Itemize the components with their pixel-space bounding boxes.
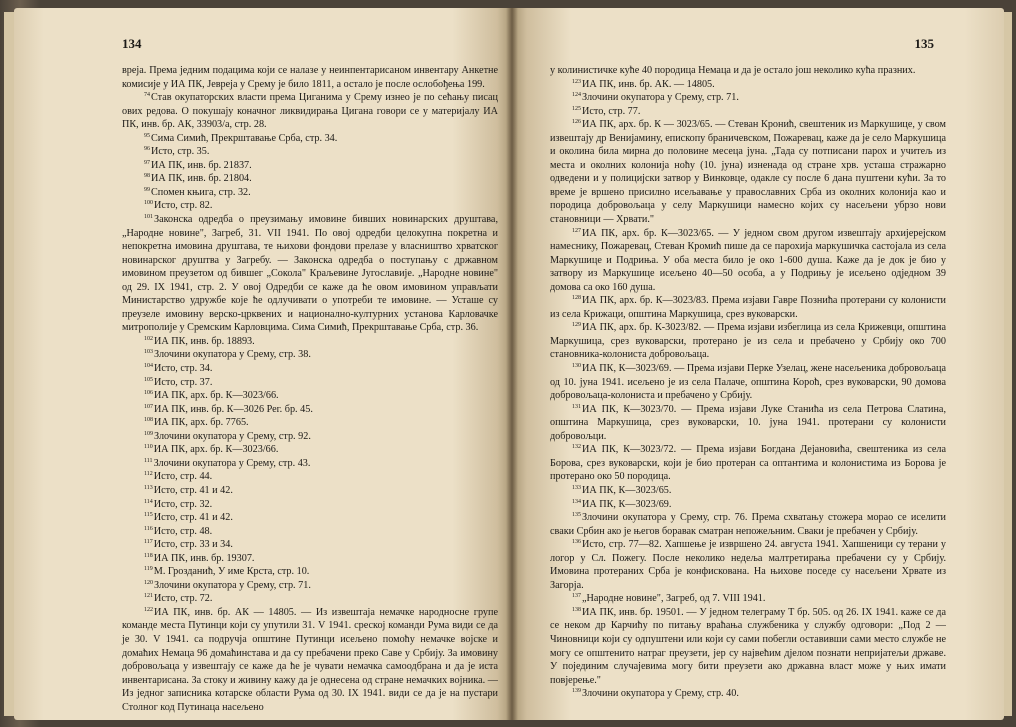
footnote: [122, 565, 498, 579]
footnote-text: Исто, стр. 41 и 42.: [153, 484, 233, 496]
footnote-text: Исто, стр. 33 и 34.: [153, 539, 233, 551]
footnote: [122, 145, 498, 159]
footnote-number: 102: [144, 335, 153, 342]
footnote-number: 111: [144, 457, 153, 464]
footnote-number: 110: [144, 444, 153, 451]
footnote: [122, 159, 498, 173]
footnote-number: 74: [144, 92, 150, 99]
footnote-number: 120: [144, 579, 153, 586]
footnote-number: 97: [144, 159, 150, 166]
footnote-text: ИА ПК, инв. бр. 21804.: [151, 173, 252, 185]
footnote-number: 103: [144, 349, 153, 356]
footnote-number: 139: [572, 688, 581, 695]
footnote-text: Злочини окупатора у Срему, стр. 71.: [582, 92, 739, 104]
footnote: [122, 579, 498, 593]
footnote: [122, 416, 498, 430]
footnote-text: ИА ПК, инв. бр. 19501. — У једном телеграму Т бр. 505. од 26. IX 1941. каже се да се неком др Карчићу по питању враћања службеника у службу одговори: „Под 2 — Чиновници који су одпуштени или који су сами побегли оставивши сами место службе не могу се општенито натраг преузети, јер су највећим дјелом познати непријатељи државе. У појединим случајевима могу бити преузети ако државна власт може у њих имати повјерење.": [550, 606, 946, 686]
footnote-number: 101: [144, 214, 153, 221]
footnote-text: ИА ПК, К—3023/69.: [582, 498, 672, 510]
footnote-text: Исто, стр. 34.: [154, 363, 213, 375]
footnote: [550, 78, 946, 92]
footnote-text: ИА ПК, арх. бр. К-3023/82. — Према изјави избеглица из села Крижевци, општина Маркушица, срез вуковарски, протерано је из села и пребачено у Србију око 700 становника-колониста добровољаца.: [550, 322, 946, 361]
footnote-text: Исто, стр. 48.: [153, 525, 213, 537]
footnote-text: ИА ПК, арх. бр. 7765.: [154, 417, 249, 429]
footnote-number: 134: [572, 498, 581, 505]
book-gutter: [506, 8, 518, 720]
footnote-text: ИА ПК, инв. бр. 19307.: [153, 552, 255, 564]
footnote-number: 138: [572, 606, 581, 613]
footnote: [550, 498, 946, 512]
footnote: [122, 132, 498, 146]
footnote-number: 122: [144, 606, 153, 613]
footnote: [122, 443, 498, 457]
footnote-text: ИА ПК, инв. бр. АК. — 14805.: [582, 78, 715, 90]
footnote-text: вреја. Према једним подацима који се налазе у неинпентарисаном инвентару Анкетне комисије у ИА ПК, Јевреја у Срему је било 1811, а остало је после ослобођења 199.: [122, 65, 498, 90]
footnote: [550, 443, 946, 484]
footnote: [550, 227, 946, 295]
footnote: [550, 362, 946, 403]
footnote-number: 106: [144, 390, 153, 397]
footnote-number: 99: [144, 186, 150, 193]
footnote: [550, 511, 946, 538]
footnote-number: 125: [572, 105, 581, 112]
footnote-number: 100: [144, 200, 153, 207]
left-page: [14, 8, 512, 720]
footnote-text: Исто, стр. 35.: [151, 146, 210, 158]
footnote-text: ИА ПК, К—3023/70. — Према изјави Луке Станића из села Петрова Слатина, општина Маркушица, срез вуковарски, 10. јуна 1941. протерани су колонисти добровољци.: [550, 403, 946, 442]
footnote-number: 98: [144, 173, 150, 180]
footnote: [122, 389, 498, 403]
footnote-text: ИА ПК, К—3023/65.: [582, 484, 672, 496]
footnote-number: 137: [572, 593, 581, 600]
footnote: [122, 213, 498, 335]
footnote-text: Злочини окупатора у Срему, стр. 43.: [153, 457, 311, 469]
footnote-number: 108: [144, 417, 153, 424]
left-page-number: 134: [122, 36, 142, 51]
footnote: [122, 376, 498, 390]
footnote: [122, 186, 498, 200]
footnote-number: 113: [144, 484, 153, 491]
footnote-number: 119: [144, 566, 153, 573]
footnote: [550, 538, 946, 592]
footnote-number: 112: [144, 471, 153, 478]
footnote-text: ИА ПК, К—3023/69. — Према изјави Перке Узелац, жене насељеника добровољаца од 10. јуна 1941. исељено је из села Палаче, општина Короћ, срез вуковарски, 90 домова добровољаца-колониста и пребачено у Србију.: [550, 363, 946, 402]
footnote-text: ИА ПК, инв. бр. АК — 14805. — Из извештаја немачке народносне групе команде места Путинци који су упутили 31. V 1941. среској команди Рума види се да је 30. V 1941. са подручја општине Путинци исељено помоћу немачке војске и домаћих Немаца 96 домаћинстава и да су пребачени преко Саве у Србију. За имовину добровољаца у извештају се каже да ће је чувати немачка самоодбрана и да је иста инвентарисана. За стоку и живину кажу да је однесена од стране немачких војника. — Из једног записника котарске области Рума од 30. IX 1941. види се да је на пустари Столног код Путинаца насељено: [122, 606, 498, 713]
right-page: [512, 8, 1004, 720]
footnote: [122, 538, 498, 552]
footnote: [122, 362, 498, 376]
footnote-number: 136: [572, 539, 581, 546]
footnote-number: 128: [572, 295, 581, 302]
footnote-text: Злочини окупатора у Срему, стр. 92.: [154, 430, 311, 442]
footnote: [122, 172, 498, 186]
footnote-text: „Народне новине", Загреб, од 7. VIII 1941.: [582, 593, 766, 605]
footnote-text: ИА ПК, инв. бр. 18893.: [154, 335, 255, 347]
footnote-number: 109: [144, 430, 153, 437]
footnote-text: Законска одредба о преузимању имовине бивших новинарских друштава, „Народне новине", Загреб, 31. VII 1941. По овој одредби целокупна покретна и непокретна имовина друштава, те њихови фондови прелазе у власништво хрватског новинарског друштва у Загребу. — Законска одредба о поступању с државном имовином преузетом од бившег „Сокола" Краљевине Југославије. „Народне новине" од 29. IX 1941, стр. 2. У овој Одредби се каже да ће овом имовином управљати Министарство удружбе које ће одлучивати о употреби те имовине. — Усташе су преузеле имовину верско-црквених и национално-културних установа Карловачке митрополије у Сремским Карловцима. Сима Симић, Прекрштавање Срба, стр. 36.: [122, 214, 498, 334]
footnote: [550, 91, 946, 105]
footnote-number: 131: [572, 403, 581, 410]
footnote-text: ИА ПК, инв. бр. К—3026 Рег. бр. 45.: [154, 403, 313, 415]
footnote-text: у колинистичке куће 40 породица Немаца и да је остало још неколико кућа празних.: [550, 65, 916, 76]
right-page-text: [550, 64, 946, 701]
footnote-number: 114: [144, 498, 153, 505]
footnote-text: Злочини окупатора у Срему, стр. 38.: [154, 349, 311, 361]
footnote: [122, 199, 498, 213]
footnote-number: 96: [144, 146, 150, 153]
footnote-text: ИА ПК, арх. бр. К—3023/83. Према изјави Гавре Познића протерани су колонисти из села Крижаци, општина Маркушица, срез вуковарски.: [550, 295, 946, 320]
footnote: [122, 606, 498, 714]
footnote-number: 118: [144, 552, 153, 559]
footnote-number: 116: [144, 525, 153, 532]
footnote-number: 133: [572, 484, 581, 491]
footnote-text: Исто, стр. 37.: [154, 376, 213, 388]
footnote-text: Исто, стр. 82.: [154, 200, 213, 212]
footnote-text: Исто, стр. 32.: [153, 498, 213, 510]
footnote-text: Сима Симић, Прекрштавање Срба, стр. 34.: [151, 132, 338, 144]
footnote-text: ИА ПК, арх. бр. К—3023/65. — У једном свом другом извештају архијерејском намеснику, Пожаревац, Стеван Кромић пише да се парохија маркушичка састојала из села Маркушице и Подриња. У оба места било је око 1-600 душа. Каже да је док је био у затвору из Маркушице исељено 40—50 особа, а у Подрињу је исељено одједном 39 домова са око 160 душа.: [550, 227, 946, 293]
footnote-text: М. Грозданић, У име Крста, стр. 10.: [153, 566, 310, 578]
footnote-text: Спомен књига, стр. 32.: [151, 186, 251, 198]
footnote: [122, 498, 498, 512]
footnote-text: Исто, стр. 44.: [153, 471, 213, 483]
footnote: [550, 105, 946, 119]
footnote: [122, 335, 498, 349]
footnote: [122, 430, 498, 444]
footnote-text: Злочини окупатора у Срему, стр. 76. Према схватању стожера морао се иселити сваки Србин ако је његов боравак сматран непожељним. Сваки је пребачен у Србију.: [550, 512, 946, 537]
footnote: [122, 525, 498, 539]
footnote-text: Исто, стр. 77.: [582, 105, 641, 117]
footnote-text: Исто, стр. 77—82. Хапшење је извршено 24. августа 1941. Хапшеници су терани у логор у Сл. Пожегу. После неколико недеља малтретирања пребачени су у Србију. Имовина протераних Срба је конфискована. На њихове поседе су насељени Хрвате из Загорја.: [550, 539, 946, 591]
footnote: [122, 348, 498, 362]
footnote: [550, 294, 946, 321]
footnote-text: ИА ПК, арх. бр. К—3023/66.: [154, 390, 279, 402]
footnote-text: ИА ПК, инв. бр. 21837.: [151, 159, 252, 171]
footnote-text: ИА ПК, арх. бр. К—3023/66.: [153, 444, 279, 456]
footnote: [550, 687, 946, 701]
footnote-number: 130: [572, 363, 581, 370]
footnote: [550, 118, 946, 226]
footnote-number: 117: [144, 539, 153, 546]
footnote: [122, 592, 498, 606]
footnote: [122, 552, 498, 566]
footnote-number: 95: [144, 132, 150, 139]
footnote-number: 104: [144, 363, 153, 370]
footnote: [122, 511, 498, 525]
footnote-number: 135: [572, 512, 581, 519]
footnote-number: 107: [144, 403, 153, 410]
footnote: [550, 592, 946, 606]
footnote-number: 115: [144, 512, 153, 519]
footnote-text: Злочини окупатора у Срему, стр. 71.: [154, 579, 311, 591]
footnote-text: Исто, стр. 41 и 42.: [153, 512, 233, 524]
footnote-number: 126: [572, 119, 581, 126]
footnote: [122, 484, 498, 498]
continuation-paragraph: [122, 64, 498, 91]
footnote: [550, 403, 946, 444]
footnote-number: 127: [572, 227, 581, 234]
footnote-number: 132: [572, 444, 581, 451]
footnote-number: 129: [572, 322, 581, 329]
continuation-paragraph: [550, 64, 946, 78]
footnote: [122, 91, 498, 132]
footnote-text: ИА ПК, арх. бр. К — 3023/65. — Стеван Кронић, свештеник из Маркушице, у свом извештају др Венијамину, епископу браничевском, Пожаревац, каже да је село Маркушица и околина била мирна до половине месеца јуна. „Тада су потписани парох и учитељ из места и околних колонија ноћу (10. јуна) изненада од стране хрв. усташа стражарно одведени и у полицијски затвор у Винковце, одакле су после 6 дана пуштени кући. За то време је вршено присилно исељавање у православних Срба из околних колонија као и породица добровољаца у селу Маркушици намесно којих су насељени убрзо нови становници — Хрвати.": [550, 119, 946, 226]
left-page-text: [122, 64, 498, 714]
footnote-number: 105: [144, 376, 153, 383]
footnote-number: 124: [572, 92, 581, 99]
footnote: [122, 403, 498, 417]
footnote: [122, 457, 498, 471]
footnote-text: Злочини окупатора у Срему, стр. 40.: [582, 688, 739, 700]
footnote-number: 121: [144, 593, 153, 600]
footnote: [550, 321, 946, 362]
right-page-number: 135: [914, 36, 934, 51]
footnote-text: Исто, стр. 72.: [154, 593, 213, 605]
footnote: [550, 484, 946, 498]
footnote: [550, 606, 946, 687]
footnote-text: Став окупаторских власти према Циганима у Срему изнео је по сећању писац ових редова. О покушају коначног ликвидирања Цигана говори се у материјалу ИА ПК, инв. бр. АК, 33903/а, стр. 28.: [122, 92, 498, 131]
footnote-number: 123: [572, 78, 581, 85]
footnote-text: ИА ПК, К—3023/72. — Према изјави Богдана Дејановића, свештеника из села Борова, срез вуковарски, који је био протеран са оптантима и колонистима из Борова је протерано око 50 породица.: [550, 444, 946, 483]
footnote: [122, 470, 498, 484]
